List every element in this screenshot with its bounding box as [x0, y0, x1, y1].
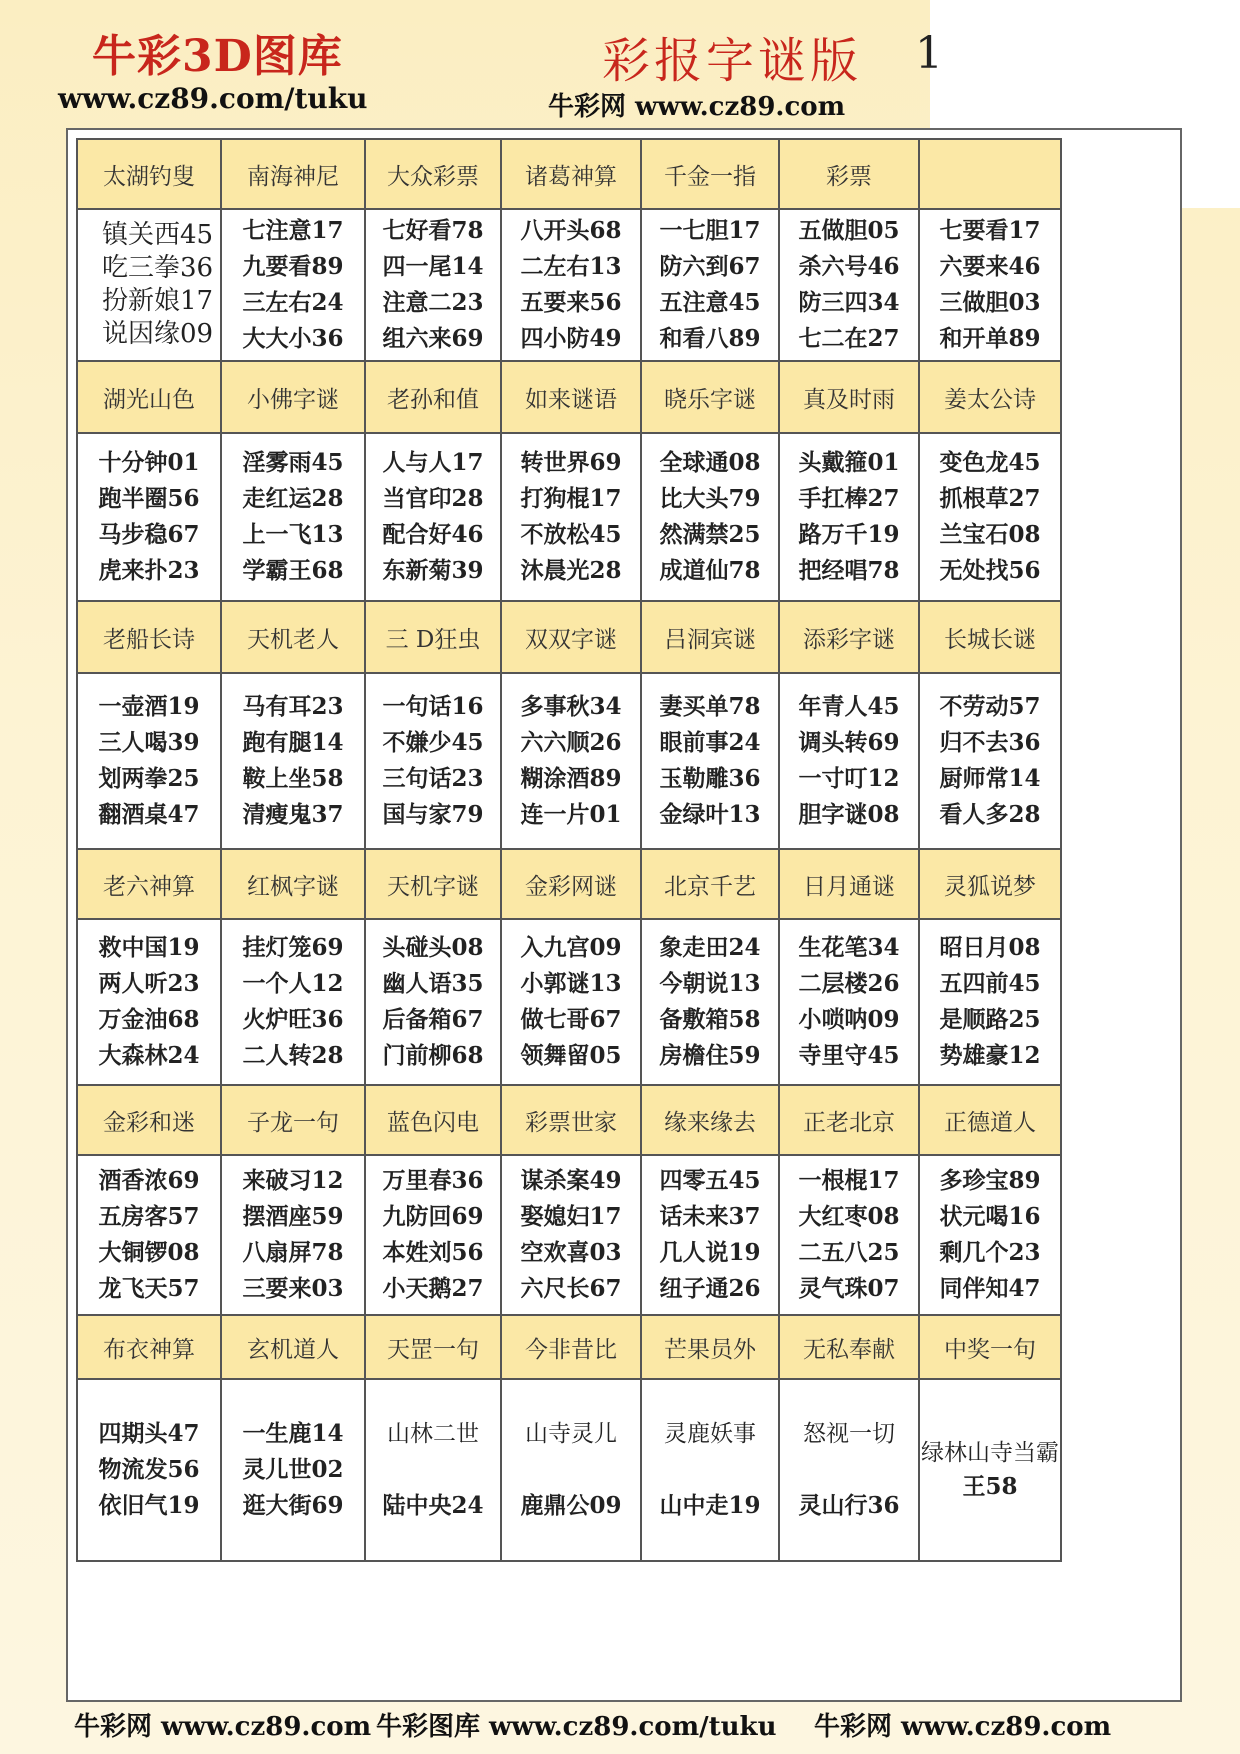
- puzzle-line: 学霸王68: [242, 557, 344, 584]
- puzzle-line: 昭日月08: [939, 934, 1041, 961]
- puzzle-line: 然满禁25: [659, 521, 761, 548]
- puzzle-cell: [779, 673, 919, 849]
- puzzle-cell: [365, 433, 501, 601]
- puzzle-line: 鞍上坐58: [242, 765, 344, 792]
- puzzle-line: 八开头68: [520, 217, 622, 244]
- puzzle-line: 三左右24: [242, 289, 344, 316]
- puzzle-line: 谋杀案49: [520, 1167, 622, 1194]
- puzzle-line: 路万千19: [798, 521, 900, 548]
- puzzle-line: 三做胆03: [939, 289, 1041, 316]
- puzzle-line: 转世界69: [520, 449, 622, 476]
- puzzle-line: 二层楼26: [798, 970, 900, 997]
- header-row: [77, 139, 1061, 209]
- puzzle-line: 大大小36: [242, 325, 344, 352]
- puzzle-line: 和开单89: [939, 325, 1041, 352]
- puzzle-line: 糊涂酒89: [520, 765, 622, 792]
- puzzle-line: 后备箱67: [382, 1006, 484, 1033]
- column-title: 子龙一句: [221, 1085, 365, 1155]
- column-title: 正老北京: [779, 1085, 919, 1155]
- puzzle-line: 几人说19: [659, 1239, 761, 1266]
- column-title: 彩票: [779, 139, 919, 209]
- puzzle-line: 一寸叮12: [798, 765, 900, 792]
- puzzle-line: 是顺路25: [939, 1006, 1041, 1033]
- puzzle-line: 山中走19: [659, 1492, 761, 1519]
- puzzle-cell: [365, 673, 501, 849]
- column-title: 北京千艺: [641, 849, 779, 919]
- puzzle-cell: [501, 919, 641, 1085]
- puzzle-line: [780, 1452, 918, 1488]
- puzzle-line: 五房客57: [98, 1203, 200, 1230]
- column-title: 吕洞宾谜: [641, 601, 779, 673]
- puzzle-line: 胆字谜08: [798, 801, 900, 828]
- header-row: [77, 849, 1061, 919]
- puzzle-line: 山林二世: [387, 1421, 479, 1447]
- column-title: 正德道人: [919, 1085, 1061, 1155]
- puzzle-line: 不嫌少45: [382, 729, 484, 756]
- edition-title: 彩报字谜版: [602, 33, 863, 89]
- puzzle-cell: [77, 1155, 221, 1315]
- puzzle-line: 鹿鼎公09: [520, 1492, 622, 1519]
- puzzle-line: 多事秋34: [520, 693, 622, 720]
- puzzle-line: 纽子通26: [659, 1275, 761, 1302]
- puzzle-cell: [919, 673, 1061, 849]
- puzzle-line: 清瘦鬼37: [242, 801, 344, 828]
- puzzle-line: 三要来03: [242, 1275, 344, 1302]
- content-row: [77, 209, 1061, 361]
- puzzle-line: 剩几个23: [939, 1239, 1041, 1266]
- puzzle-line: 兰宝石08: [939, 521, 1041, 548]
- puzzle-line: 挂灯笼69: [242, 934, 344, 961]
- puzzle-line: 小唢呐09: [798, 1006, 900, 1033]
- puzzle-cell: [221, 673, 365, 849]
- puzzle-line: 上一飞13: [242, 521, 344, 548]
- puzzle-line: 摆酒座59: [242, 1203, 344, 1230]
- puzzle-line: [502, 1452, 640, 1488]
- column-title: 湖光山色: [77, 361, 221, 433]
- column-title: 布衣神算: [77, 1315, 221, 1379]
- puzzle-line: 杀六号46: [798, 253, 900, 280]
- column-title: 金彩和迷: [77, 1085, 221, 1155]
- brand-url[interactable]: www.cz89.com/tuku: [58, 82, 368, 115]
- puzzle-line: 二人转28: [242, 1042, 344, 1069]
- puzzle-line: 镇关西45: [102, 220, 214, 250]
- column-title: 天机老人: [221, 601, 365, 673]
- footer-url-right[interactable]: 牛彩网 www.cz89.com: [814, 1712, 1112, 1742]
- puzzle-line: 来破习12: [242, 1167, 344, 1194]
- puzzle-line: 翻酒桌47: [98, 801, 200, 828]
- puzzle-line: 一七胆17: [659, 217, 761, 244]
- puzzle-line: 四零五45: [659, 1167, 761, 1194]
- puzzle-line: 幽人语35: [382, 970, 484, 997]
- puzzle-cell: [221, 433, 365, 601]
- puzzle-cell: [641, 433, 779, 601]
- puzzle-line: 不放松45: [520, 521, 622, 548]
- puzzle-line: 防六到67: [659, 253, 761, 280]
- puzzle-line: 眼前事24: [659, 729, 761, 756]
- column-title: 灵狐说梦: [919, 849, 1061, 919]
- column-title: 老孙和值: [365, 361, 501, 433]
- puzzle-cell: [501, 209, 641, 361]
- puzzle-line: 多珍宝89: [939, 1167, 1041, 1194]
- puzzle-cell: [501, 1379, 641, 1561]
- puzzle-sheet: [66, 128, 1182, 1702]
- column-title: 太湖钓叟: [77, 139, 221, 209]
- puzzle-line: 跑有腿14: [242, 729, 344, 756]
- puzzle-line: 玉勒雕36: [659, 765, 761, 792]
- puzzle-line: 十分钟01: [98, 449, 200, 476]
- puzzle-line: 五四前45: [939, 970, 1041, 997]
- content-row: [77, 673, 1061, 849]
- puzzle-line: 灵山行36: [798, 1492, 900, 1519]
- puzzle-line: 打狗棍17: [520, 485, 622, 512]
- puzzle-line: 变色龙45: [939, 449, 1041, 476]
- puzzle-cell: [641, 673, 779, 849]
- column-title: 彩票世家: [501, 1085, 641, 1155]
- puzzle-line: 酒香浓69: [98, 1167, 200, 1194]
- puzzle-line: 火炉旺36: [242, 1006, 344, 1033]
- puzzle-cell: [779, 1379, 919, 1561]
- puzzle-line: 年青人45: [798, 693, 900, 720]
- puzzle-line: 成道仙78: [659, 557, 761, 584]
- puzzle-line: 灵儿世02: [242, 1456, 344, 1483]
- puzzle-line: 山寺灵儿: [525, 1421, 617, 1447]
- puzzle-line: 妻买单78: [659, 693, 761, 720]
- puzzle-line: 备敷箱58: [659, 1006, 761, 1033]
- puzzle-line: 手扛棒27: [798, 485, 900, 512]
- content-row: [77, 919, 1061, 1085]
- puzzle-line: 五注意45: [659, 289, 761, 316]
- puzzle-cell: [919, 433, 1061, 601]
- puzzle-line: 入九宫09: [520, 934, 622, 961]
- puzzle-line: 灵气珠07: [798, 1275, 900, 1302]
- column-title: 天罡一句: [365, 1315, 501, 1379]
- puzzle-line: 一生鹿14: [242, 1420, 344, 1447]
- header-site-url[interactable]: 牛彩网 www.cz89.com: [548, 92, 846, 122]
- puzzle-line: 大红枣08: [798, 1203, 900, 1230]
- puzzle-line: 调头转69: [798, 729, 900, 756]
- column-title: 南海神尼: [221, 139, 365, 209]
- content-row: [77, 1155, 1061, 1315]
- puzzle-line: 势雄豪12: [939, 1042, 1041, 1069]
- puzzle-line: 七二在27: [798, 325, 900, 352]
- column-title: 今非昔比: [501, 1315, 641, 1379]
- puzzle-line: 划两拳25: [98, 765, 200, 792]
- puzzle-line: 一壶酒19: [98, 693, 200, 720]
- header-row: [77, 1085, 1061, 1155]
- puzzle-line: 四期头47: [98, 1420, 200, 1447]
- puzzle-line: 陆中央24: [382, 1492, 484, 1519]
- puzzle-line: 本姓刘56: [382, 1239, 484, 1266]
- puzzle-line: 连一片01: [520, 801, 622, 828]
- puzzle-cell: [779, 919, 919, 1085]
- puzzle-cell: [221, 209, 365, 361]
- puzzle-line: 把经唱78: [798, 557, 900, 584]
- column-title: 红枫字谜: [221, 849, 365, 919]
- puzzle-line: 小郭谜13: [520, 970, 622, 997]
- puzzle-line: 走红运28: [242, 485, 344, 512]
- column-title: 老六神算: [77, 849, 221, 919]
- puzzle-line: 淫雾雨45: [242, 449, 344, 476]
- puzzle-line: 二左右13: [520, 253, 622, 280]
- puzzle-cell: [77, 673, 221, 849]
- puzzle-line: 说因缘09: [102, 319, 214, 349]
- puzzle-line: 六尺长67: [520, 1275, 622, 1302]
- puzzle-line: 六要来46: [939, 253, 1041, 280]
- puzzle-line: 五要来56: [520, 289, 622, 316]
- puzzle-line: 国与家79: [382, 801, 484, 828]
- puzzle-line: 马有耳23: [242, 693, 344, 720]
- column-title: 双双字谜: [501, 601, 641, 673]
- puzzle-line: 扮新娘17: [102, 286, 214, 316]
- puzzle-line: 三句话23: [382, 765, 484, 792]
- content-row: [77, 433, 1061, 601]
- puzzle-cell: [221, 919, 365, 1085]
- puzzle-line: 七注意17: [242, 217, 344, 244]
- edition-number: 1: [915, 28, 943, 79]
- puzzle-line: 七要看17: [939, 217, 1041, 244]
- puzzle-cell: [641, 919, 779, 1085]
- puzzle-cell: [77, 433, 221, 601]
- puzzle-line: 六六顺26: [520, 729, 622, 756]
- puzzle-line: 大森林24: [98, 1042, 200, 1069]
- column-title: 如来谜语: [501, 361, 641, 433]
- puzzle-line: 九防回69: [382, 1203, 484, 1230]
- puzzle-line: 房檐住59: [659, 1042, 761, 1069]
- column-title: 金彩网谜: [501, 849, 641, 919]
- puzzle-cell: [919, 1379, 1061, 1561]
- puzzle-line: 逛大街69: [242, 1492, 344, 1519]
- puzzle-line: 三人喝39: [98, 729, 200, 756]
- puzzle-line: 看人多28: [939, 801, 1041, 828]
- puzzle-line: 配合好46: [382, 521, 484, 548]
- header-row: [77, 361, 1061, 433]
- puzzle-cell: [779, 433, 919, 601]
- puzzle-line: 厨师常14: [939, 765, 1041, 792]
- puzzle-line: 依旧气19: [98, 1492, 200, 1519]
- column-title: 姜太公诗: [919, 361, 1061, 433]
- puzzle-line: 一个人12: [242, 970, 344, 997]
- puzzle-cell: [919, 209, 1061, 361]
- puzzle-table: [76, 138, 1062, 1562]
- puzzle-line: 门前柳68: [382, 1042, 484, 1069]
- column-title: 长城长谜: [919, 601, 1061, 673]
- puzzle-cell: [641, 1155, 779, 1315]
- puzzle-cell: [779, 1155, 919, 1315]
- puzzle-line: 注意二23: [382, 289, 484, 316]
- puzzle-line: 万里春36: [382, 1167, 484, 1194]
- puzzle-cell: [221, 1155, 365, 1315]
- puzzle-cell: [221, 1379, 365, 1561]
- puzzle-line: 万金油68: [98, 1006, 200, 1033]
- puzzle-line: 状元喝16: [939, 1203, 1041, 1230]
- puzzle-line: 无处找56: [939, 557, 1041, 584]
- puzzle-line: 和看八89: [659, 325, 761, 352]
- puzzle-cell: [501, 673, 641, 849]
- puzzle-cell: [77, 209, 221, 361]
- puzzle-line: [366, 1452, 500, 1488]
- puzzle-line: 做七哥67: [520, 1006, 622, 1033]
- puzzle-line: 九要看89: [242, 253, 344, 280]
- puzzle-line: 虎来扑23: [98, 557, 200, 584]
- puzzle-cell: [365, 919, 501, 1085]
- puzzle-line: 灵鹿妖事: [664, 1421, 756, 1447]
- puzzle-line: 五做胆05: [798, 217, 900, 244]
- column-title: 小佛字谜: [221, 361, 365, 433]
- puzzle-line: 空欢喜03: [520, 1239, 622, 1266]
- puzzle-cell: [501, 1155, 641, 1315]
- puzzle-line: 金绿叶13: [659, 801, 761, 828]
- puzzle-line: 组六来69: [382, 325, 484, 352]
- puzzle-cell: [365, 209, 501, 361]
- puzzle-line: 比大头79: [659, 485, 761, 512]
- puzzle-cell: [919, 919, 1061, 1085]
- column-title: 蓝色闪电: [365, 1085, 501, 1155]
- puzzle-line: 沐晨光28: [520, 557, 622, 584]
- puzzle-line: 王58: [962, 1473, 1018, 1500]
- puzzle-line: 头戴箍01: [798, 449, 900, 476]
- column-title: 老船长诗: [77, 601, 221, 673]
- column-title: 中奖一句: [919, 1315, 1061, 1379]
- puzzle-line: 领舞留05: [520, 1042, 622, 1069]
- puzzle-line: 话未来37: [659, 1203, 761, 1230]
- column-title: 无私奉献: [779, 1315, 919, 1379]
- puzzle-line: 救中国19: [98, 934, 200, 961]
- puzzle-line: 七好看78: [382, 217, 484, 244]
- column-title: 玄机道人: [221, 1315, 365, 1379]
- footer-url-left[interactable]: 牛彩网 www.cz89.com: [74, 1712, 372, 1742]
- puzzle-cell: [501, 433, 641, 601]
- puzzle-line: 马步稳67: [98, 521, 200, 548]
- puzzle-line: 娶媳妇17: [520, 1203, 622, 1230]
- puzzle-line: 四一尾14: [382, 253, 484, 280]
- puzzle-line: 两人听23: [98, 970, 200, 997]
- column-title: 芒果员外: [641, 1315, 779, 1379]
- puzzle-line: 当官印28: [382, 485, 484, 512]
- puzzle-cell: [77, 919, 221, 1085]
- puzzle-cell: [641, 1379, 779, 1561]
- puzzle-line: 二五八25: [798, 1239, 900, 1266]
- puzzle-cell: [365, 1379, 501, 1561]
- column-title: [919, 139, 1061, 209]
- puzzle-line: 生花笔34: [798, 934, 900, 961]
- puzzle-line: 人与人17: [382, 449, 484, 476]
- puzzle-line: 跑半圈56: [98, 485, 200, 512]
- puzzle-line: 寺里守45: [798, 1042, 900, 1069]
- puzzle-cell: [365, 1155, 501, 1315]
- column-title: 千金一指: [641, 139, 779, 209]
- puzzle-line: 全球通08: [659, 449, 761, 476]
- puzzle-line: 东新菊39: [382, 557, 484, 584]
- header-row: [77, 1315, 1061, 1379]
- puzzle-line: 大铜锣08: [98, 1239, 200, 1266]
- column-title: 日月通谜: [779, 849, 919, 919]
- puzzle-cell: [77, 1379, 221, 1561]
- puzzle-line: 象走田24: [659, 934, 761, 961]
- puzzle-line: 物流发56: [98, 1456, 200, 1483]
- puzzle-line: 怒视一切: [803, 1421, 895, 1447]
- puzzle-line: 不劳动57: [939, 693, 1041, 720]
- puzzle-line: [642, 1452, 778, 1488]
- puzzle-cell: [919, 1155, 1061, 1315]
- column-title: 天机字谜: [365, 849, 501, 919]
- puzzle-line: 四小防49: [520, 325, 622, 352]
- column-title: 缘来缘去: [641, 1085, 779, 1155]
- column-title: 大众彩票: [365, 139, 501, 209]
- column-title: 晓乐字谜: [641, 361, 779, 433]
- puzzle-line: 同伴知47: [939, 1275, 1041, 1302]
- footer-url-middle[interactable]: 牛彩图库 www.cz89.com/tuku: [376, 1712, 777, 1742]
- puzzle-line: 八扇屏78: [242, 1239, 344, 1266]
- puzzle-line: 头碰头08: [382, 934, 484, 961]
- content-row: [77, 1379, 1061, 1561]
- puzzle-line: 龙飞天57: [98, 1275, 200, 1302]
- header-row: [77, 601, 1061, 673]
- puzzle-line: 绿林山寺当霸: [921, 1440, 1059, 1466]
- puzzle-line: 抓根草27: [939, 485, 1041, 512]
- puzzle-line: 一根棍17: [798, 1167, 900, 1194]
- puzzle-line: 今朝说13: [659, 970, 761, 997]
- column-title: 真及时雨: [779, 361, 919, 433]
- column-title: 三 D狂虫: [365, 601, 501, 673]
- column-title: 诸葛神算: [501, 139, 641, 209]
- puzzle-line: 归不去36: [939, 729, 1041, 756]
- puzzle-cell: [641, 209, 779, 361]
- puzzle-cell: [779, 209, 919, 361]
- puzzle-line: 吃三拳36: [102, 253, 214, 283]
- puzzle-line: 小天鹅27: [382, 1275, 484, 1302]
- column-title: 添彩字谜: [779, 601, 919, 673]
- puzzle-line: 防三四34: [798, 289, 900, 316]
- puzzle-line: 一句话16: [382, 693, 484, 720]
- brand-title: 牛彩3D图库: [92, 31, 343, 82]
